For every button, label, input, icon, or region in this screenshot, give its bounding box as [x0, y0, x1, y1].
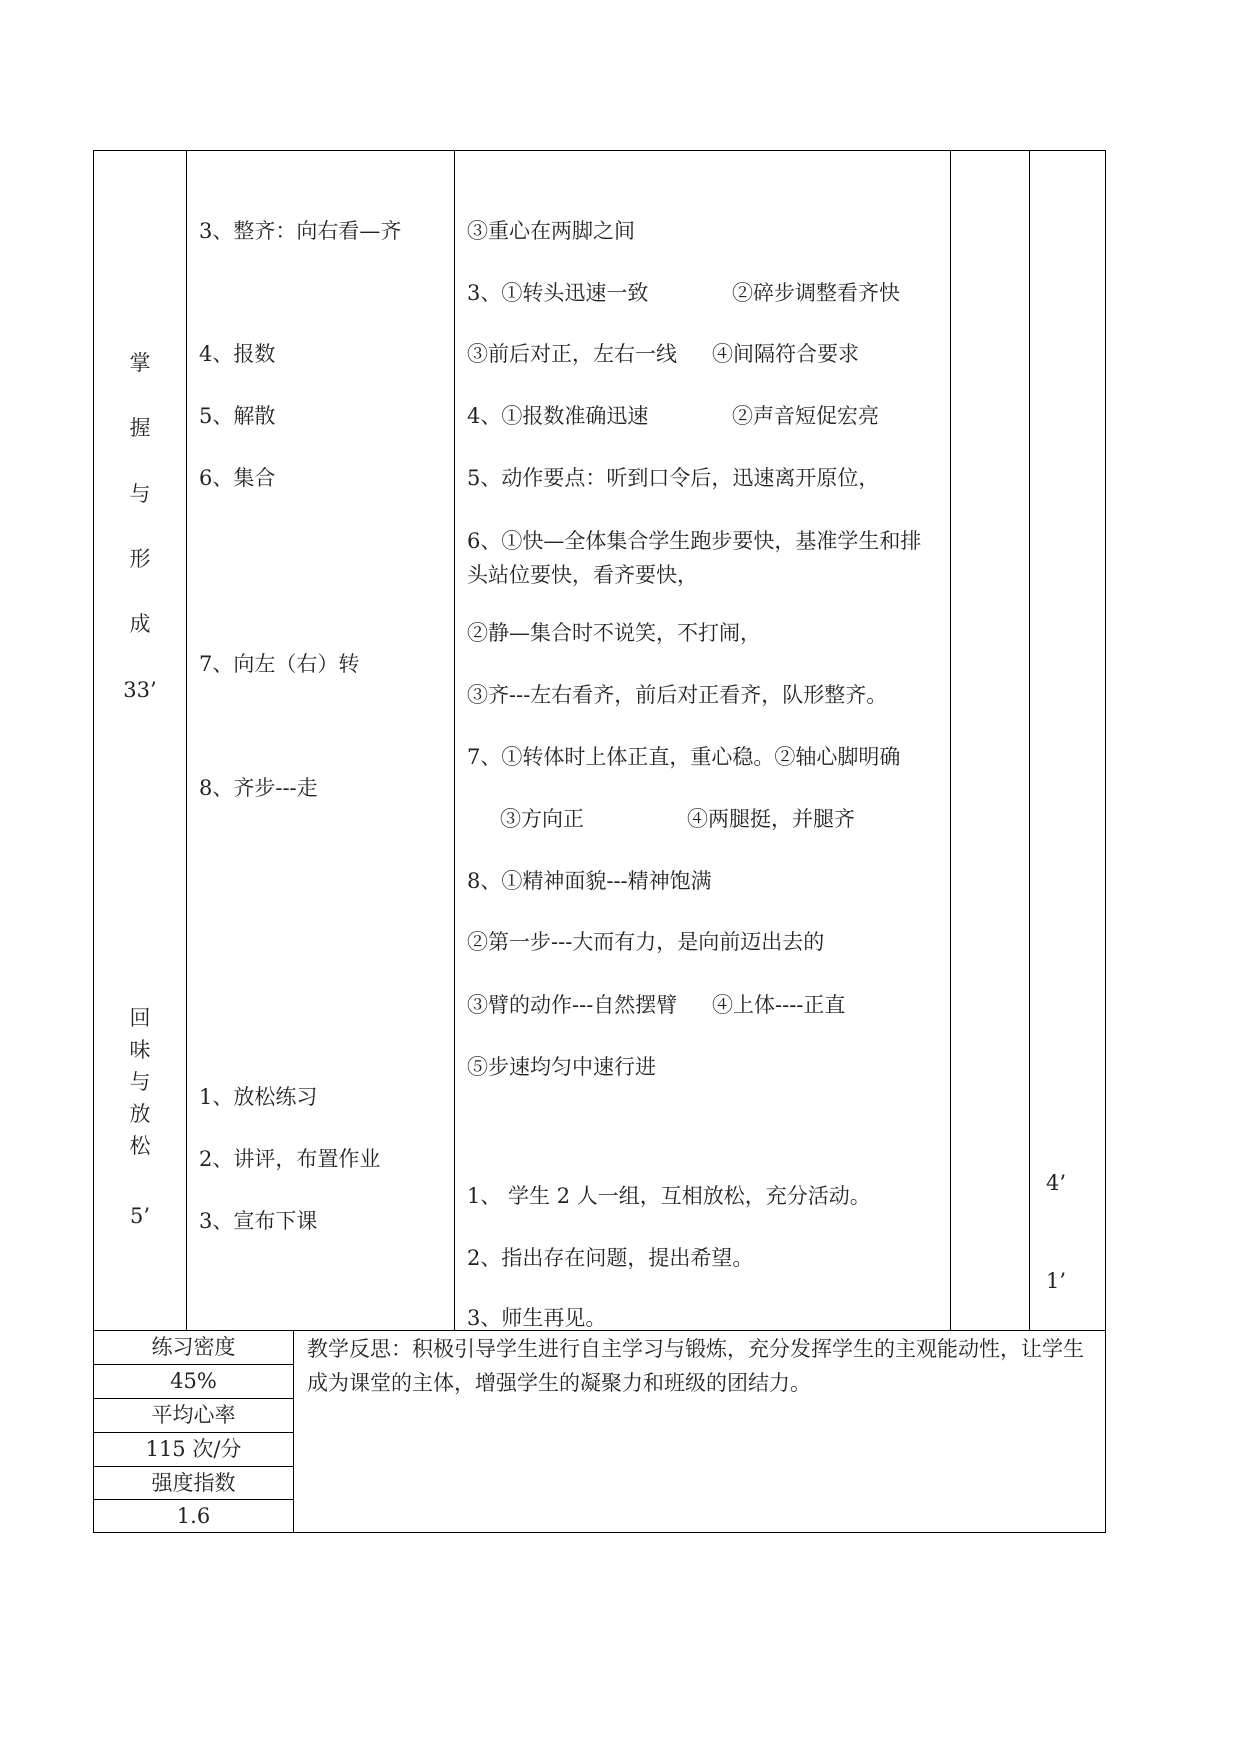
- phase-char: 松: [129, 1134, 151, 1158]
- content-item: 2、讲评，布置作业: [199, 1147, 381, 1171]
- requirement-text: ④上体----正直: [712, 993, 846, 1017]
- content-item: 7、向左（右）转: [199, 652, 360, 676]
- content-item: 4、报数: [199, 342, 276, 366]
- stat-label: 平均心率: [151, 1403, 236, 1427]
- phase-char: 形: [129, 547, 151, 571]
- requirement-text: 5、动作要点：听到口令后，迅速离开原位，: [467, 466, 880, 490]
- phase-char: 味: [129, 1038, 151, 1062]
- stat-label: 练习密度: [151, 1335, 236, 1359]
- phase-time: 33’: [123, 678, 157, 702]
- requirement-text: 1、 学生 2 人一组，互相放松，充分活动。: [467, 1184, 871, 1208]
- requirement-text: ④两腿挺，并腿齐: [687, 807, 855, 831]
- requirement-text: ③前后对正，左右一线: [467, 342, 677, 366]
- phase-time: 5’: [129, 1204, 151, 1228]
- requirement-text: 6、①快—全体集合学生跑步要快，基准学生和排: [467, 529, 922, 553]
- content-item: 8、齐步---走: [199, 776, 318, 800]
- requirement-text: ③方向正: [500, 807, 584, 831]
- phase-char: 回: [129, 1006, 151, 1030]
- phase-char: 握: [129, 416, 151, 440]
- requirement-text: ②声音短促宏亮: [732, 404, 879, 428]
- content-item: 1、放松练习: [199, 1085, 318, 1109]
- requirement-text: ②第一步---大而有力，是向前迈出去的: [467, 930, 825, 954]
- phase-char: 与: [129, 482, 151, 506]
- requirement-text: 7、①转体时上体正直，重心稳。②轴心脚明确: [467, 745, 901, 769]
- content-item: 3、宣布下课: [199, 1209, 318, 1233]
- requirement-text: 4、①报数准确迅速: [467, 404, 649, 428]
- requirement-text: 2、指出存在问题，提出希望。: [467, 1246, 754, 1270]
- stat-value: 45%: [170, 1369, 217, 1393]
- stat-value: 1.6: [176, 1504, 211, 1528]
- phase-char: 放: [129, 1102, 151, 1126]
- requirement-text: ②碎步调整看齐快: [732, 281, 900, 305]
- phase-char: 掌: [129, 351, 151, 375]
- content-item: 3、整齐：向右看—齐: [199, 219, 402, 243]
- requirement-text: ④间隔符合要求: [712, 342, 859, 366]
- stat-label: 强度指数: [151, 1471, 236, 1495]
- time-value: 4’: [1046, 1171, 1067, 1195]
- content-item: 6、集合: [199, 466, 276, 490]
- content-item: 5、解散: [199, 404, 276, 428]
- stat-value: 115 次/分: [145, 1437, 242, 1461]
- teaching-reflection: 教学反思：积极引导学生进行自主学习与锻炼，充分发挥学生的主观能动性，让学生成为课堂的主体，增强学生的凝聚力和班级的团结力。: [307, 1337, 1084, 1395]
- requirement-text: ②静—集合时不说笑，不打闹，: [467, 621, 761, 645]
- requirement-text: 头站位要快，看齐要快，: [467, 563, 698, 587]
- time-value: 1’: [1046, 1269, 1067, 1293]
- phase-char: 成: [129, 612, 151, 636]
- requirement-text: 3、师生再见。: [467, 1306, 607, 1330]
- requirement-text: ③齐---左右看齐，前后对正看齐，队形整齐。: [467, 683, 888, 707]
- requirement-text: ③重心在两脚之间: [467, 219, 635, 243]
- requirement-text: ⑤步速均匀中速行进: [467, 1055, 656, 1079]
- phase-char: 与: [129, 1070, 151, 1094]
- requirement-text: ③臂的动作---自然摆臂: [467, 993, 678, 1017]
- requirement-text: 8、①精神面貌---精神饱满: [467, 869, 712, 893]
- requirement-text: 3、①转头迅速一致: [467, 281, 649, 305]
